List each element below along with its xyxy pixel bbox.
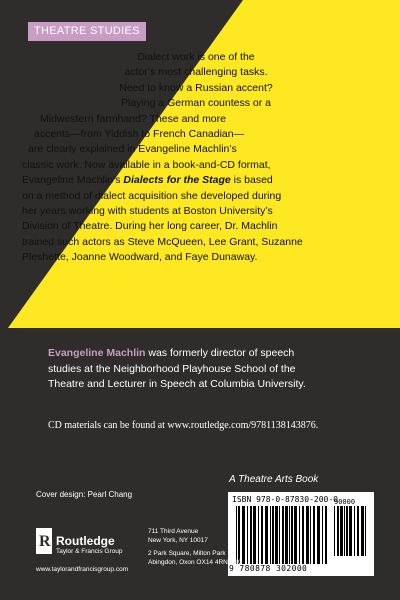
publisher-addresses <box>148 528 241 567</box>
barcode-bar <box>354 506 355 556</box>
barcode-bar <box>265 506 268 564</box>
barcode-bar <box>344 506 345 556</box>
barcode-bar <box>285 506 288 564</box>
author-name: Evangeline Machlin <box>48 347 146 359</box>
blurb-line: Midwestern farmhand? These and more <box>40 112 226 125</box>
blurb-line: Playing a German countess or a <box>121 97 271 110</box>
barcode-bar <box>291 506 293 564</box>
barcode-bar <box>270 506 271 564</box>
barcode-bar <box>250 506 252 564</box>
blurb-line: classic work. Now available in a book-and-CD format, <box>22 158 271 171</box>
barcode-bar <box>340 506 343 556</box>
barcode-bar <box>337 506 339 556</box>
barcode-bar <box>334 506 335 556</box>
blurb-line: Dialect work is one of the <box>137 51 255 63</box>
isbn-number: ISBN 978-0-87830-200-0 <box>232 495 338 504</box>
blurb-line: on a method of dialect acquisition she developed during <box>22 189 282 202</box>
blurb-line: her years working with students at Boston University’s <box>22 205 273 218</box>
barcode-bar <box>289 506 290 564</box>
blurb-line-title <box>22 173 346 188</box>
barcode-bar <box>253 506 256 564</box>
barcode-main <box>236 506 330 564</box>
barcode-bar <box>258 506 259 564</box>
category-label: THEATRE STUDIES <box>28 22 146 41</box>
blurb-line: are clearly explained in Evangeline Machlin’s <box>28 143 237 156</box>
blurb-line: Need to know a Russian accent? <box>119 81 273 94</box>
bio-line-rest: was formerly director of speech <box>145 347 295 359</box>
series-label: A Theatre Arts Book <box>229 474 319 485</box>
blurb-text-after-title: is based <box>230 174 273 187</box>
address-line: 711 Third Avenue <box>148 528 199 535</box>
svg-text:R: R <box>39 533 51 550</box>
blurb-text-before-title: Evangeline Machlin’s <box>22 174 124 187</box>
address-line: New York, NY 10017 <box>148 536 208 544</box>
barcode-addon-digits: 90000 <box>334 498 356 506</box>
blurb-line: actor’s most challenging tasks. <box>124 66 268 79</box>
barcode-bar <box>279 506 280 564</box>
barcode-bar <box>322 506 323 564</box>
barcode-bar <box>317 506 320 564</box>
publisher-logo <box>36 526 146 566</box>
barcode-bar <box>357 506 359 556</box>
barcode-bar <box>275 506 278 564</box>
barcode-bar <box>306 506 309 564</box>
address-line: 2 Park Square, Milton Park <box>148 550 226 557</box>
routledge-r-icon <box>36 528 52 554</box>
address-line: Abingdon, Oxon OX14 4RN, UK <box>148 558 241 566</box>
barcode-bar <box>361 506 364 556</box>
bio-line <box>48 346 378 362</box>
barcode-bar <box>349 506 352 556</box>
blurb-line: Pleshette, Joanne Woodward, and Faye Dunaway. <box>22 251 258 264</box>
blurb-line: Division of Theatre. During her long career, Dr. Machlin <box>22 220 278 233</box>
author-bio <box>48 346 378 393</box>
blurb-line: trained such actors as Steve McQueen, Lee Grant, Suzanne <box>22 235 303 248</box>
barcode-bar <box>310 506 311 564</box>
barcode-bar <box>261 506 263 564</box>
barcode-bar <box>346 506 348 556</box>
barcode-bar <box>325 506 327 564</box>
blurb-line: accents—from Yiddish to French Canadian— <box>34 128 245 141</box>
barcode-bar <box>272 506 274 564</box>
barcode-bar <box>294 506 297 564</box>
barcode-panel <box>228 492 374 576</box>
barcode-addon <box>334 506 368 556</box>
blurb-text <box>22 50 346 266</box>
publisher-name: Routledge <box>56 534 115 548</box>
barcode-digits: 9 780878 302000 <box>229 564 308 573</box>
barcode-bar <box>302 506 304 564</box>
barcode-bar <box>242 506 245 564</box>
barcode-bar <box>282 506 284 564</box>
barcode-bar <box>365 506 366 556</box>
publisher-group: Taylor & Francis Group <box>56 548 123 555</box>
barcode-bar <box>299 506 300 564</box>
publisher-website[interactable]: www.taylorandfrancisgroup.com <box>36 566 129 573</box>
book-title: Dialects for the Stage <box>123 174 231 187</box>
barcode-bar <box>313 506 315 564</box>
bio-line: Theatre and Lecturer in Speech at Columbia University. <box>48 378 306 391</box>
cover-design-credit: Cover design: Pearl Chang <box>36 490 133 499</box>
bio-line: studies at the Neighborhood Playhouse School of the <box>48 362 296 375</box>
cd-materials-note: CD materials can be found at www.routledge.com/9781138143876. <box>48 420 319 431</box>
barcode-bar <box>247 506 248 564</box>
